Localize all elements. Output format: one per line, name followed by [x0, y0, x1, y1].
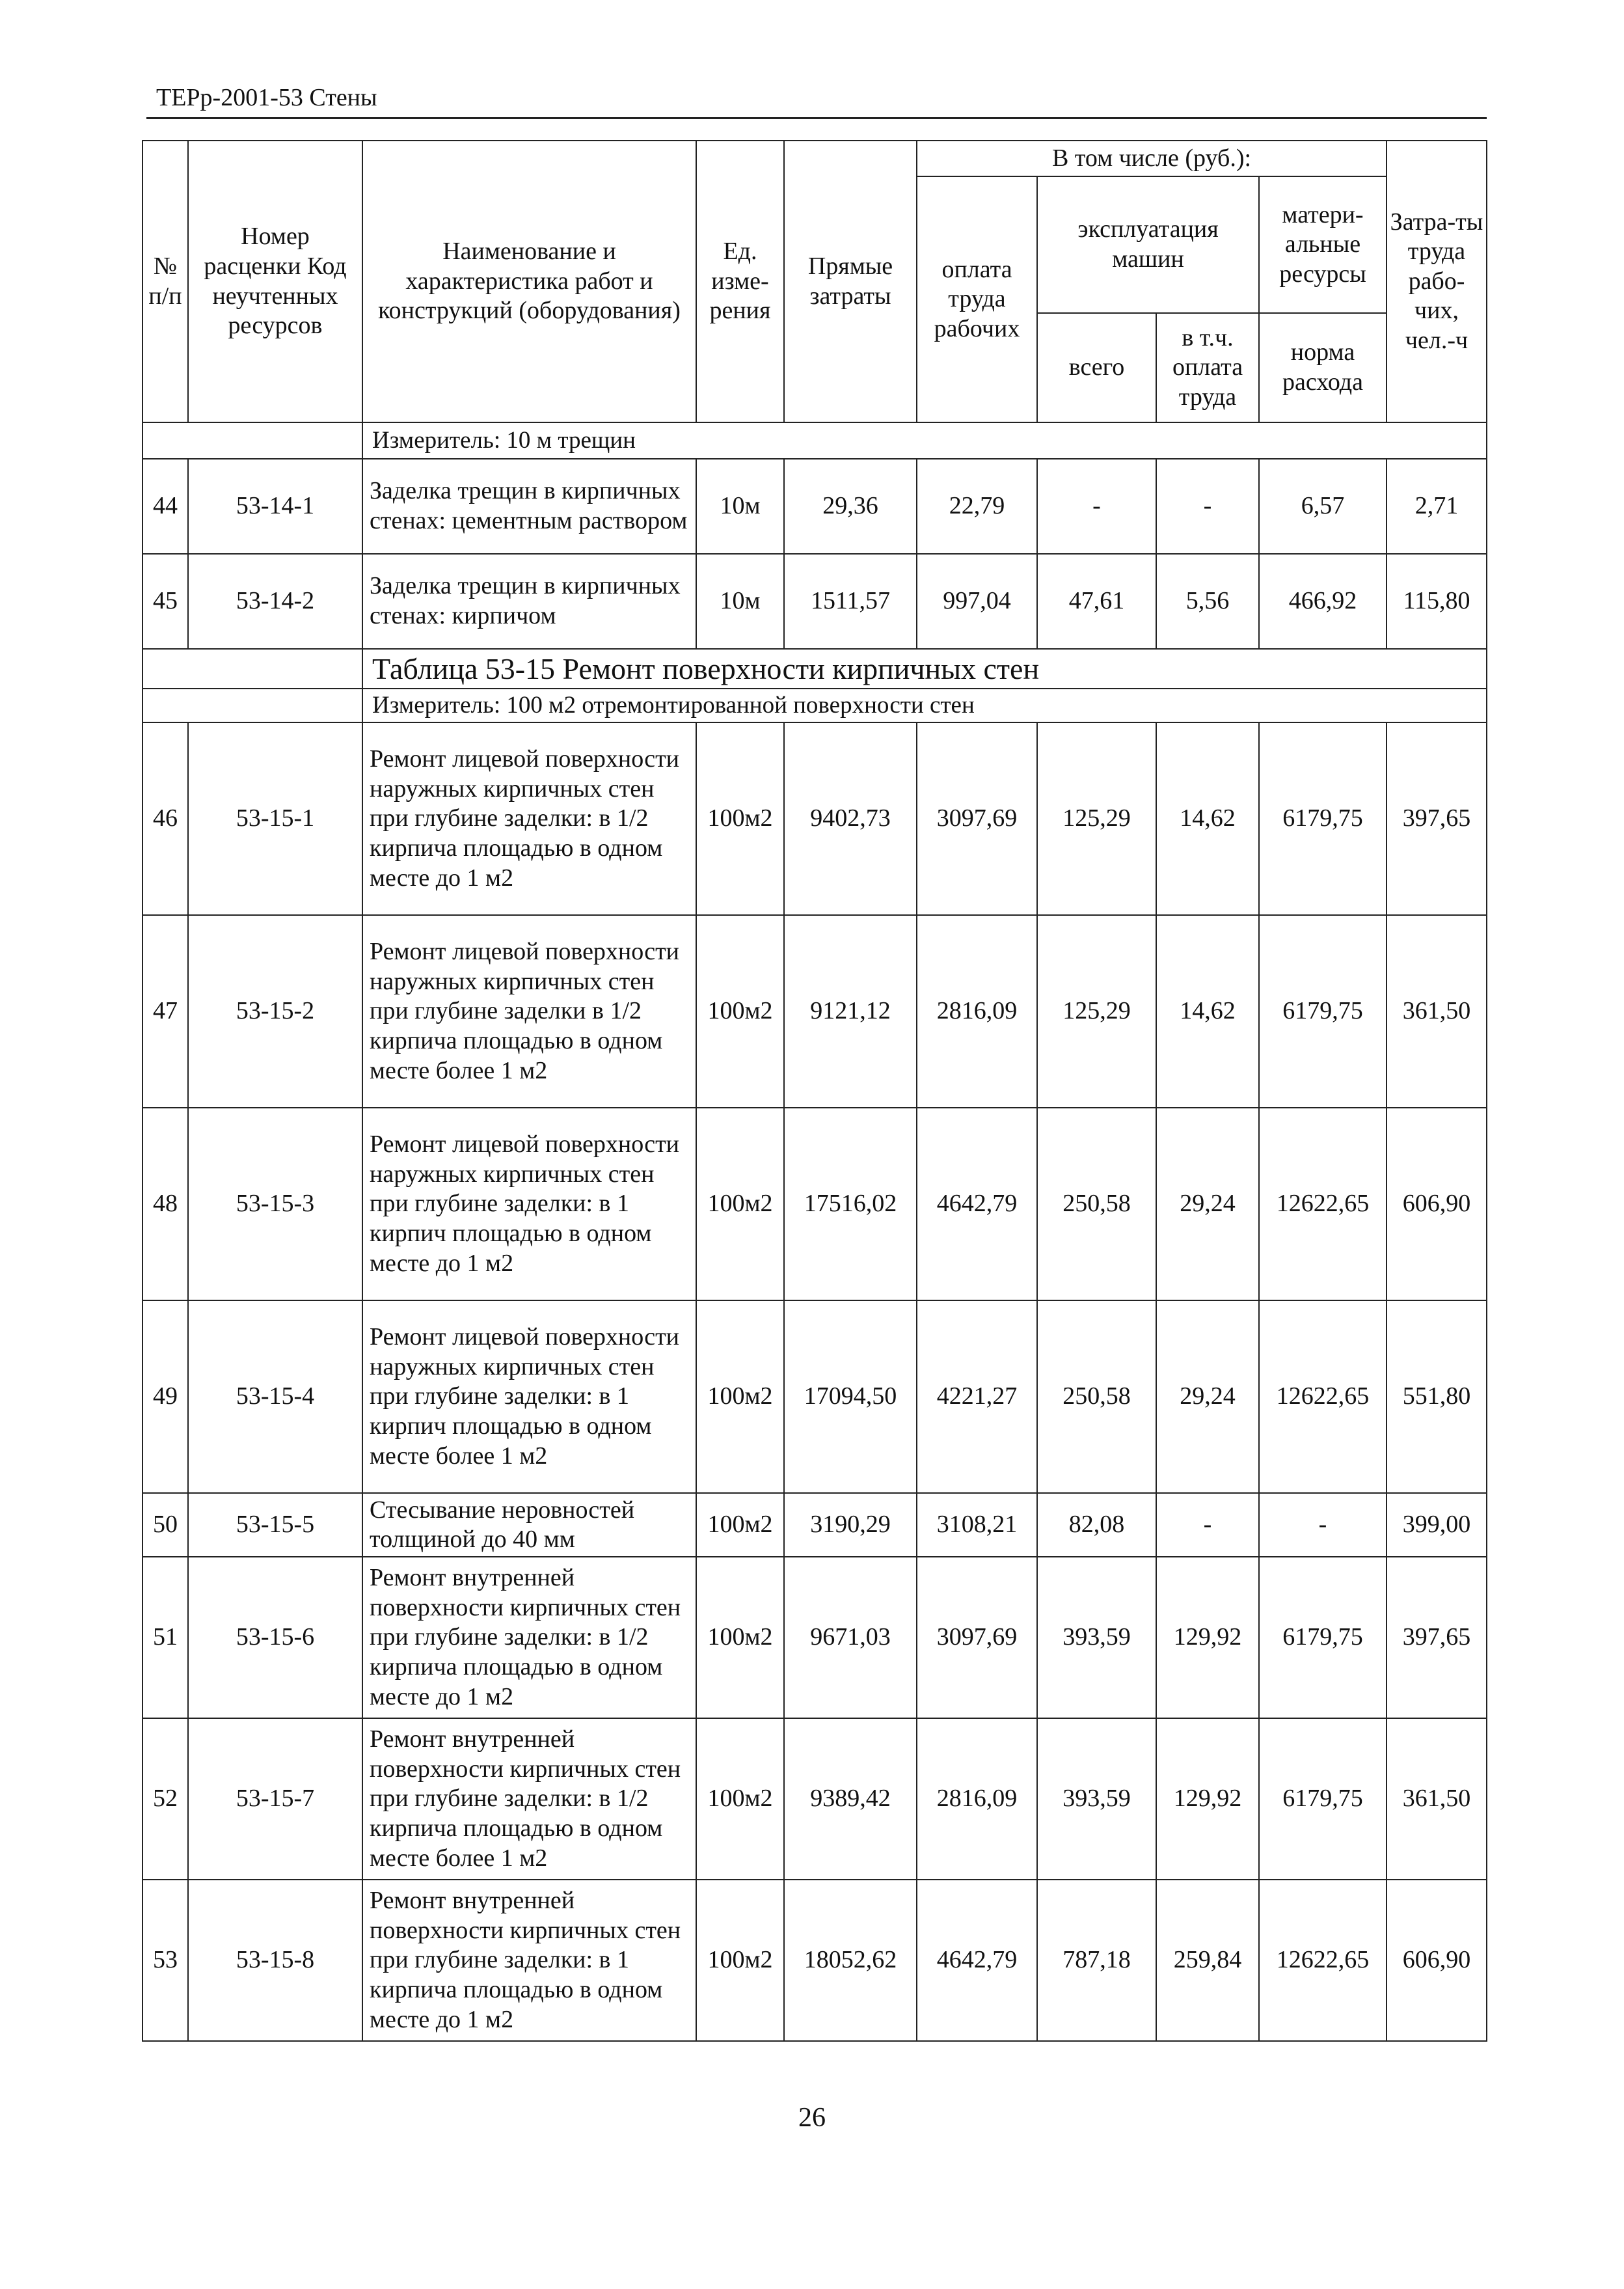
- col-mat-norm-header: норма расхода: [1259, 313, 1387, 422]
- table-row: [142, 1880, 1487, 2041]
- row-mach-wage: 29,24: [1156, 1300, 1259, 1493]
- row-number: 46: [142, 722, 188, 915]
- col-mach-wage-header: в т.ч. оплата труда: [1156, 313, 1259, 422]
- row-name: Ремонт внутренней поверхности кирпичных стен при глубине заделки: в 1/2 кирпича площадью в одном месте более 1 м2: [362, 1718, 696, 1880]
- row-direct: 9402,73: [784, 722, 917, 915]
- row-name: Заделка трещин в кирпичных стенах: кирпичом: [362, 554, 696, 649]
- row-mat: 466,92: [1259, 554, 1387, 649]
- row-mach-wage: 129,92: [1156, 1557, 1259, 1718]
- row-mach-wage: -: [1156, 459, 1259, 554]
- row-unit: 100м2: [696, 915, 784, 1108]
- row-wage: 4642,79: [917, 1108, 1037, 1300]
- col-direct-header: Прямые затраты: [784, 141, 917, 422]
- row-mach: 250,58: [1037, 1108, 1156, 1300]
- row-unit: 100м2: [696, 722, 784, 915]
- row-wage: 2816,09: [917, 1718, 1037, 1880]
- row-code: 53-15-7: [188, 1718, 362, 1880]
- row-number: 47: [142, 915, 188, 1108]
- row-number: 53: [142, 1880, 188, 2041]
- row-wage: 3108,21: [917, 1493, 1037, 1557]
- row-wage: 3097,69: [917, 1557, 1037, 1718]
- row-mat: 6179,75: [1259, 1718, 1387, 1880]
- row-direct: 9671,03: [784, 1557, 917, 1718]
- meter-label: Измеритель: 100 м2 отремонтированной поверхности стен: [362, 689, 1487, 722]
- row-number: 49: [142, 1300, 188, 1493]
- col-unit-header: Ед. изме-рения: [696, 141, 784, 422]
- row-labor: 606,90: [1387, 1880, 1487, 2041]
- col-machines-header: эксплуатация машин: [1037, 176, 1259, 313]
- table-row: [142, 554, 1487, 649]
- row-mach-wage: 29,24: [1156, 1108, 1259, 1300]
- row-wage: 4642,79: [917, 1880, 1037, 2041]
- row-code: 53-14-1: [188, 459, 362, 554]
- row-number: 52: [142, 1718, 188, 1880]
- row-code: 53-15-8: [188, 1880, 362, 2041]
- table-row: [142, 1108, 1487, 1300]
- row-name: Ремонт внутренней поверхности кирпичных стен при глубине заделки: в 1 кирпича площадью в одном месте до 1 м2: [362, 1880, 696, 2041]
- row-mach: -: [1037, 459, 1156, 554]
- row-mach-wage: 5,56: [1156, 554, 1259, 649]
- row-labor: 606,90: [1387, 1108, 1487, 1300]
- row-code: 53-15-1: [188, 722, 362, 915]
- row-direct: 9121,12: [784, 915, 917, 1108]
- row-direct: 9389,42: [784, 1718, 917, 1880]
- row-mach-wage: 14,62: [1156, 722, 1259, 915]
- row-mat: 6179,75: [1259, 1557, 1387, 1718]
- row-mach-wage: -: [1156, 1493, 1259, 1557]
- row-name: Ремонт лицевой поверхности наружных кирпичных стен при глубине заделки: в 1/2 кирпича площадью в одном месте до 1 м2: [362, 722, 696, 915]
- row-mat: 6179,75: [1259, 722, 1387, 915]
- row-number: 50: [142, 1493, 188, 1557]
- row-unit: 100м2: [696, 1108, 784, 1300]
- row-code: 53-14-2: [188, 554, 362, 649]
- row-name: Заделка трещин в кирпичных стенах: цементным раствором: [362, 459, 696, 554]
- row-code: 53-15-2: [188, 915, 362, 1108]
- row-direct: 3190,29: [784, 1493, 917, 1557]
- table-row: [142, 1718, 1487, 1880]
- row-number: 51: [142, 1557, 188, 1718]
- row-direct: 17516,02: [784, 1108, 917, 1300]
- row-direct: 18052,62: [784, 1880, 917, 2041]
- row-mat: 12622,65: [1259, 1108, 1387, 1300]
- row-unit: 10м: [696, 459, 784, 554]
- row-number: 44: [142, 459, 188, 554]
- table-title: Таблица 53-15 Ремонт поверхности кирпичных стен: [362, 649, 1487, 689]
- col-materials-header: матери-альные ресурсы: [1259, 176, 1387, 313]
- table-row: [142, 722, 1487, 915]
- page-header: ТЕРр-2001-53 Стены: [156, 84, 377, 111]
- row-number: 48: [142, 1108, 188, 1300]
- row-labor: 399,00: [1387, 1493, 1487, 1557]
- row-labor: 2,71: [1387, 459, 1487, 554]
- row-wage: 22,79: [917, 459, 1037, 554]
- row-unit: 100м2: [696, 1718, 784, 1880]
- row-code: 53-15-3: [188, 1108, 362, 1300]
- row-wage: 4221,27: [917, 1300, 1037, 1493]
- page-number: 26: [798, 2103, 826, 2133]
- col-labor-header: Затра-ты труда рабо-чих, чел.-ч: [1387, 141, 1487, 422]
- row-mat: 6,57: [1259, 459, 1387, 554]
- row-direct: 17094,50: [784, 1300, 917, 1493]
- row-wage: 3097,69: [917, 722, 1037, 915]
- row-mach-wage: 259,84: [1156, 1880, 1259, 2041]
- col-incl-header: В том числе (руб.):: [917, 141, 1387, 176]
- row-code: 53-15-4: [188, 1300, 362, 1493]
- row-name: Ремонт лицевой поверхности наружных кирпичных стен при глубине заделки в 1/2 кирпича площадью в одном месте более 1 м2: [362, 915, 696, 1108]
- col-code-header: Номер расценки Код неучтенных ресурсов: [188, 141, 362, 422]
- table-row: [142, 459, 1487, 554]
- row-mach: 787,18: [1037, 1880, 1156, 2041]
- row-labor: 397,65: [1387, 1557, 1487, 1718]
- row-direct: 1511,57: [784, 554, 917, 649]
- row-mach: 125,29: [1037, 915, 1156, 1108]
- row-number: 45: [142, 554, 188, 649]
- table-row: [142, 915, 1487, 1108]
- row-mach: 82,08: [1037, 1493, 1156, 1557]
- col-name-header: Наименование и характеристика работ и конструкций (оборудования): [362, 141, 696, 422]
- table-row: [142, 1300, 1487, 1493]
- row-unit: 100м2: [696, 1880, 784, 2041]
- row-labor: 361,50: [1387, 915, 1487, 1108]
- row-labor: 115,80: [1387, 554, 1487, 649]
- row-mach-wage: 14,62: [1156, 915, 1259, 1108]
- row-labor: 361,50: [1387, 1718, 1487, 1880]
- row-code: 53-15-6: [188, 1557, 362, 1718]
- row-unit: 100м2: [696, 1493, 784, 1557]
- row-mat: 12622,65: [1259, 1300, 1387, 1493]
- row-unit: 100м2: [696, 1557, 784, 1718]
- row-labor: 397,65: [1387, 722, 1487, 915]
- row-mat: 12622,65: [1259, 1880, 1387, 2041]
- row-unit: 100м2: [696, 1300, 784, 1493]
- row-mach: 47,61: [1037, 554, 1156, 649]
- rates-table: [142, 140, 1487, 2042]
- row-direct: 29,36: [784, 459, 917, 554]
- meter-row: [142, 422, 1487, 459]
- row-name: Ремонт внутренней поверхности кирпичных стен при глубине заделки: в 1/2 кирпича площадью в одном месте до 1 м2: [362, 1557, 696, 1718]
- table-row: [142, 1557, 1487, 1718]
- col-mach-total-header: всего: [1037, 313, 1156, 422]
- meter-label: Измеритель: 10 м трещин: [362, 422, 1487, 459]
- row-name: Ремонт лицевой поверхности наружных кирпичных стен при глубине заделки: в 1 кирпич площадью в одном месте более 1 м2: [362, 1300, 696, 1493]
- row-mat: 6179,75: [1259, 915, 1387, 1108]
- meter-row: [142, 689, 1487, 722]
- row-unit: 10м: [696, 554, 784, 649]
- row-name: Ремонт лицевой поверхности наружных кирпичных стен при глубине заделки: в 1 кирпич площадью в одном месте до 1 м2: [362, 1108, 696, 1300]
- row-mach: 250,58: [1037, 1300, 1156, 1493]
- col-num-header: № п/п: [142, 141, 188, 422]
- row-code: 53-15-5: [188, 1493, 362, 1557]
- row-wage: 997,04: [917, 554, 1037, 649]
- row-wage: 2816,09: [917, 915, 1037, 1108]
- row-name: Стесывание неровностей толщиной до 40 мм: [362, 1493, 696, 1557]
- row-mat: -: [1259, 1493, 1387, 1557]
- row-mach-wage: 129,92: [1156, 1718, 1259, 1880]
- table-title-row: [142, 649, 1487, 689]
- row-mach: 393,59: [1037, 1718, 1156, 1880]
- table-row: [142, 1493, 1487, 1557]
- row-mach: 125,29: [1037, 722, 1156, 915]
- col-wage-header: оплата труда рабочих: [917, 176, 1037, 422]
- row-mach: 393,59: [1037, 1557, 1156, 1718]
- header-rule: [146, 117, 1487, 119]
- row-labor: 551,80: [1387, 1300, 1487, 1493]
